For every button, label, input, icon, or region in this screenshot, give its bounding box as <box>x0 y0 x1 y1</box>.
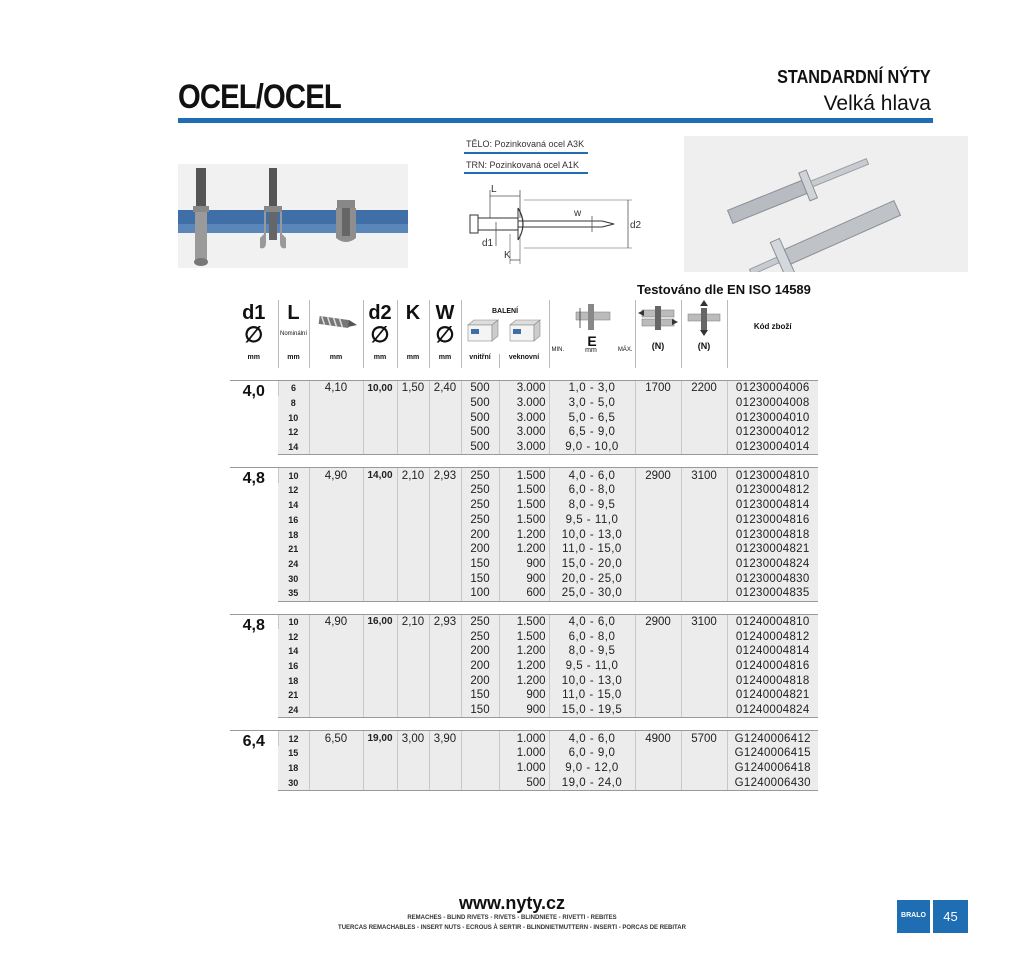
diagram-label-d2: d2 <box>630 220 642 231</box>
website-link[interactable]: www.nyty.cz <box>458 893 566 913</box>
table-row <box>230 776 818 791</box>
cell-grip-range: 6,0 - 8,0 <box>549 629 635 644</box>
col-d2: d2 ∅ <box>363 300 397 354</box>
cell-grip-range: 6,0 - 9,0 <box>549 746 635 761</box>
cell-inner-pack: 150 <box>461 557 499 572</box>
cell-grip-range: 11,0 - 15,0 <box>549 542 635 557</box>
cell-length: 10 <box>278 410 309 425</box>
standard-note: Testováno dle EN ISO 14589 <box>637 282 811 297</box>
cell-inner-pack: 250 <box>461 513 499 528</box>
unit-label: vnitřní <box>461 354 499 368</box>
cell-W: 2,93 <box>429 468 461 483</box>
cell-length: 12 <box>278 483 309 498</box>
cell-inner-pack: 250 <box>461 629 499 644</box>
cell-drill: 6,50 <box>309 731 363 746</box>
cell-product-code[interactable]: G1240006415 <box>727 746 818 761</box>
cell-outer-pack: 1.500 <box>499 513 549 528</box>
footer-languages-1: REMACHES - BLIND RIVETS - RIVETS - BLINDNIETE - RIVETTI - REBITES <box>407 915 617 921</box>
shear-force-icon <box>636 300 680 336</box>
cell-length: 10 <box>278 614 309 629</box>
cell-inner-pack: 500 <box>461 410 499 425</box>
cell-product-code[interactable]: G1240006418 <box>727 761 818 776</box>
cell-tensile: 2200 <box>681 381 727 396</box>
cell-product-code[interactable]: 01240004816 <box>727 659 818 674</box>
cell-product-code[interactable]: 01230004012 <box>727 425 818 440</box>
grip-range-icon <box>550 300 634 330</box>
cell-inner-pack: 250 <box>461 498 499 513</box>
cell-product-code[interactable]: 01240004824 <box>727 703 818 718</box>
cell-outer-pack: 3.000 <box>499 440 549 455</box>
rivet-dimension-diagram <box>462 178 652 268</box>
cell-length: 16 <box>278 513 309 528</box>
cell-product-code[interactable]: 01240004810 <box>727 614 818 629</box>
cell-outer-pack: 500 <box>499 776 549 791</box>
cell-drill: 4,90 <box>309 468 363 483</box>
cell-product-code[interactable]: 01230004010 <box>727 410 818 425</box>
cell-W: 2,93 <box>429 614 461 629</box>
cell-d2: 10,00 <box>363 381 397 396</box>
table-row <box>230 614 818 629</box>
cell-inner-pack: 500 <box>461 381 499 396</box>
col-drill <box>309 300 363 354</box>
col-L: L Nominální <box>278 300 309 354</box>
cell-grip-range: 19,0 - 24,0 <box>549 776 635 791</box>
cell-inner-pack <box>461 761 499 776</box>
cell-W: 3,90 <box>429 731 461 746</box>
col-shear: (N) <box>635 300 681 354</box>
table-row <box>230 381 818 396</box>
unit-label: mm <box>363 354 397 368</box>
footer-languages-2: TUERCAS REMACHABLES - INSERT NUTS - ECROUS À SERTIR - BLINDNIETMUTTERN - INSERTI - PORCAS DE REBITAR <box>338 925 686 931</box>
table-body <box>230 368 818 791</box>
cell-shear: 2900 <box>635 468 681 483</box>
unit-label: mm <box>309 354 363 368</box>
cell-inner-pack <box>461 731 499 746</box>
cell-inner-pack: 100 <box>461 586 499 601</box>
cell-product-code[interactable]: 01240004812 <box>727 629 818 644</box>
cell-length: 18 <box>278 527 309 542</box>
cell-product-code[interactable]: 01230004821 <box>727 542 818 557</box>
cell-grip-range: 10,0 - 13,0 <box>549 673 635 688</box>
page-title: OCEL/OCEL <box>178 78 341 116</box>
cell-length: 12 <box>278 425 309 440</box>
cell-outer-pack: 600 <box>499 586 549 601</box>
cell-length: 30 <box>278 571 309 586</box>
table-row <box>230 440 818 455</box>
cell-outer-pack: 900 <box>499 557 549 572</box>
cell-product-code[interactable]: 01240004821 <box>727 688 818 703</box>
cell-grip-range: 20,0 - 25,0 <box>549 571 635 586</box>
table-header-row <box>230 300 818 354</box>
cell-inner-pack: 200 <box>461 673 499 688</box>
material-body-underline <box>464 152 588 154</box>
cell-length: 12 <box>278 731 309 746</box>
cell-grip-range: 15,0 - 20,0 <box>549 557 635 572</box>
cell-d1: 4,8 <box>230 468 278 601</box>
category-title: STANDARDNÍ NÝTY <box>777 67 931 87</box>
cell-d1: 4,8 <box>230 614 278 718</box>
cell-W: 2,40 <box>429 381 461 396</box>
cell-shear: 1700 <box>635 381 681 396</box>
cell-grip-range: 9,5 - 11,0 <box>549 659 635 674</box>
drill-icon <box>311 300 361 340</box>
cell-grip-range: 8,0 - 9,5 <box>549 498 635 513</box>
cell-length: 35 <box>278 586 309 601</box>
cell-grip-range: 10,0 - 13,0 <box>549 527 635 542</box>
cell-tensile: 5700 <box>681 731 727 746</box>
cell-drill: 4,10 <box>309 381 363 396</box>
cell-outer-pack: 1.500 <box>499 614 549 629</box>
col-grip-range: E MIN. mm MÁX. <box>549 300 635 354</box>
cell-inner-pack: 250 <box>461 483 499 498</box>
table-row <box>230 513 818 528</box>
material-body: TĚLO: Pozinkovaná ocel A3K <box>466 139 585 149</box>
unit-label: veknovní <box>499 354 549 368</box>
cell-inner-pack: 200 <box>461 542 499 557</box>
cell-outer-pack: 1.200 <box>499 542 549 557</box>
cell-inner-pack: 250 <box>461 614 499 629</box>
cell-outer-pack: 1.200 <box>499 673 549 688</box>
table-row <box>230 396 818 411</box>
cell-grip-range: 1,0 - 3,0 <box>549 381 635 396</box>
table-row <box>230 542 818 557</box>
table-row <box>230 527 818 542</box>
cell-length: 30 <box>278 776 309 791</box>
cell-outer-pack: 1.500 <box>499 483 549 498</box>
cell-product-code[interactable]: G1240006430 <box>727 776 818 791</box>
cell-K: 3,00 <box>397 731 429 746</box>
cell-grip-range: 6,5 - 9,0 <box>549 425 635 440</box>
cell-outer-pack: 900 <box>499 703 549 718</box>
table-row <box>230 746 818 761</box>
col-code: Kód zboží <box>727 300 818 354</box>
cell-K: 2,10 <box>397 614 429 629</box>
table-row <box>230 688 818 703</box>
diagram-label-d1: d1 <box>482 238 494 249</box>
cell-drill: 4,90 <box>309 614 363 629</box>
cell-length: 14 <box>278 644 309 659</box>
table-row <box>230 498 818 513</box>
cell-grip-range: 9,0 - 10,0 <box>549 440 635 455</box>
cell-outer-pack: 1.200 <box>499 644 549 659</box>
material-pin-underline <box>464 172 588 174</box>
packing-boxes-icon <box>462 315 548 345</box>
cell-grip-range: 15,0 - 19,5 <box>549 703 635 718</box>
col-packing: BALENÍ <box>461 300 549 354</box>
cell-tensile: 3100 <box>681 468 727 483</box>
rivet-photo <box>684 136 968 272</box>
cell-grip-range: 9,5 - 11,0 <box>549 513 635 528</box>
cell-grip-range: 6,0 - 8,0 <box>549 483 635 498</box>
page-number: 45 <box>933 900 968 933</box>
cell-product-code[interactable]: G1240006412 <box>727 731 818 746</box>
cell-grip-range: 3,0 - 5,0 <box>549 396 635 411</box>
cell-length: 14 <box>278 498 309 513</box>
brand-logo: BRALO <box>897 900 930 933</box>
cell-length: 21 <box>278 542 309 557</box>
cell-outer-pack: 1.200 <box>499 527 549 542</box>
table-row <box>230 586 818 601</box>
cell-product-code[interactable]: 01230004814 <box>727 498 818 513</box>
cell-grip-range: 4,0 - 6,0 <box>549 468 635 483</box>
table-row <box>230 468 818 483</box>
cell-outer-pack: 1.000 <box>499 761 549 776</box>
cell-outer-pack: 1.200 <box>499 659 549 674</box>
cell-product-code[interactable]: 01230004810 <box>727 468 818 483</box>
cell-grip-range: 4,0 - 6,0 <box>549 731 635 746</box>
diagram-label-K: K <box>504 250 511 261</box>
cell-length: 15 <box>278 746 309 761</box>
cell-inner-pack <box>461 776 499 791</box>
cell-grip-range: 8,0 - 9,5 <box>549 644 635 659</box>
cell-d1: 4,0 <box>230 381 278 455</box>
table-row <box>230 557 818 572</box>
unit-label: mm <box>247 354 260 361</box>
cell-outer-pack: 900 <box>499 688 549 703</box>
cell-length: 12 <box>278 629 309 644</box>
tensile-force-icon <box>682 300 726 336</box>
cell-inner-pack <box>461 746 499 761</box>
cell-shear: 4900 <box>635 731 681 746</box>
cell-outer-pack: 1.500 <box>499 468 549 483</box>
table-row <box>230 673 818 688</box>
cell-length: 21 <box>278 688 309 703</box>
cell-K: 2,10 <box>397 468 429 483</box>
cell-length: 14 <box>278 440 309 455</box>
cell-outer-pack: 1.000 <box>499 746 549 761</box>
cell-grip-range: 25,0 - 30,0 <box>549 586 635 601</box>
cell-outer-pack: 3.000 <box>499 381 549 396</box>
unit-label: mm <box>429 354 461 368</box>
table-row <box>230 659 818 674</box>
cell-length: 6 <box>278 381 309 396</box>
cell-product-code[interactable]: 01230004014 <box>727 440 818 455</box>
table-row <box>230 644 818 659</box>
cell-inner-pack: 200 <box>461 527 499 542</box>
cell-length: 8 <box>278 396 309 411</box>
table-row <box>230 483 818 498</box>
table-row <box>230 629 818 644</box>
unit-label: mm <box>397 354 429 368</box>
cell-d2: 19,00 <box>363 731 397 746</box>
cell-inner-pack: 500 <box>461 440 499 455</box>
cell-product-code[interactable]: 01240004814 <box>727 644 818 659</box>
cell-inner-pack: 500 <box>461 425 499 440</box>
cell-inner-pack: 200 <box>461 659 499 674</box>
cell-outer-pack: 1.000 <box>499 731 549 746</box>
cell-length: 24 <box>278 557 309 572</box>
cell-length: 24 <box>278 703 309 718</box>
cell-outer-pack: 3.000 <box>499 410 549 425</box>
cell-K: 1,50 <box>397 381 429 396</box>
table-row <box>230 731 818 746</box>
table-row <box>230 571 818 586</box>
cell-d2: 14,00 <box>363 468 397 483</box>
cell-grip-range: 5,0 - 6,5 <box>549 410 635 425</box>
cell-length: 18 <box>278 673 309 688</box>
col-d1: d1 ∅ <box>242 302 266 347</box>
cell-grip-range: 4,0 - 6,0 <box>549 614 635 629</box>
cell-product-code[interactable]: 01230004830 <box>727 571 818 586</box>
cell-product-code[interactable]: 01230004812 <box>727 483 818 498</box>
table-unit-row <box>230 354 818 368</box>
cell-inner-pack: 200 <box>461 644 499 659</box>
rivet-spec-table <box>230 300 818 791</box>
diagram-label-w: w <box>574 208 582 219</box>
title-rule <box>178 118 933 123</box>
table-row <box>230 425 818 440</box>
cell-product-code[interactable]: 01230004816 <box>727 513 818 528</box>
cell-product-code[interactable]: 01240004818 <box>727 673 818 688</box>
rivet-setting-illustration <box>178 164 408 268</box>
cell-d2: 16,00 <box>363 614 397 629</box>
cell-tensile: 3100 <box>681 614 727 629</box>
cell-product-code[interactable]: 01230004818 <box>727 527 818 542</box>
col-K: K <box>397 300 429 354</box>
cell-product-code[interactable]: 01230004006 <box>727 381 818 396</box>
cell-inner-pack: 250 <box>461 468 499 483</box>
cell-inner-pack: 150 <box>461 703 499 718</box>
cell-outer-pack: 900 <box>499 571 549 586</box>
cell-length: 18 <box>278 761 309 776</box>
cell-d1: 6,4 <box>230 731 278 791</box>
cell-outer-pack: 3.000 <box>499 425 549 440</box>
cell-outer-pack: 1.500 <box>499 629 549 644</box>
cell-inner-pack: 150 <box>461 688 499 703</box>
unit-label: mm <box>278 354 309 368</box>
cell-product-code[interactable]: 01230004008 <box>727 396 818 411</box>
cell-shear: 2900 <box>635 614 681 629</box>
cell-outer-pack: 1.500 <box>499 498 549 513</box>
col-W: W ∅ <box>429 300 461 354</box>
diagram-label-L: L <box>491 184 497 195</box>
cell-outer-pack: 3.000 <box>499 396 549 411</box>
table-row <box>230 410 818 425</box>
cell-grip-range: 11,0 - 15,0 <box>549 688 635 703</box>
cell-inner-pack: 500 <box>461 396 499 411</box>
subtitle: Velká hlava <box>823 92 931 115</box>
table-row <box>230 761 818 776</box>
cell-inner-pack: 150 <box>461 571 499 586</box>
table-row <box>230 703 818 718</box>
cell-product-code[interactable]: 01230004835 <box>727 586 818 601</box>
cell-product-code[interactable]: 01230004824 <box>727 557 818 572</box>
cell-grip-range: 9,0 - 12,0 <box>549 761 635 776</box>
material-pin: TRN: Pozinkovaná ocel A1K <box>466 160 580 170</box>
col-tensile: (N) <box>681 300 727 354</box>
cell-length: 16 <box>278 659 309 674</box>
cell-length: 10 <box>278 468 309 483</box>
